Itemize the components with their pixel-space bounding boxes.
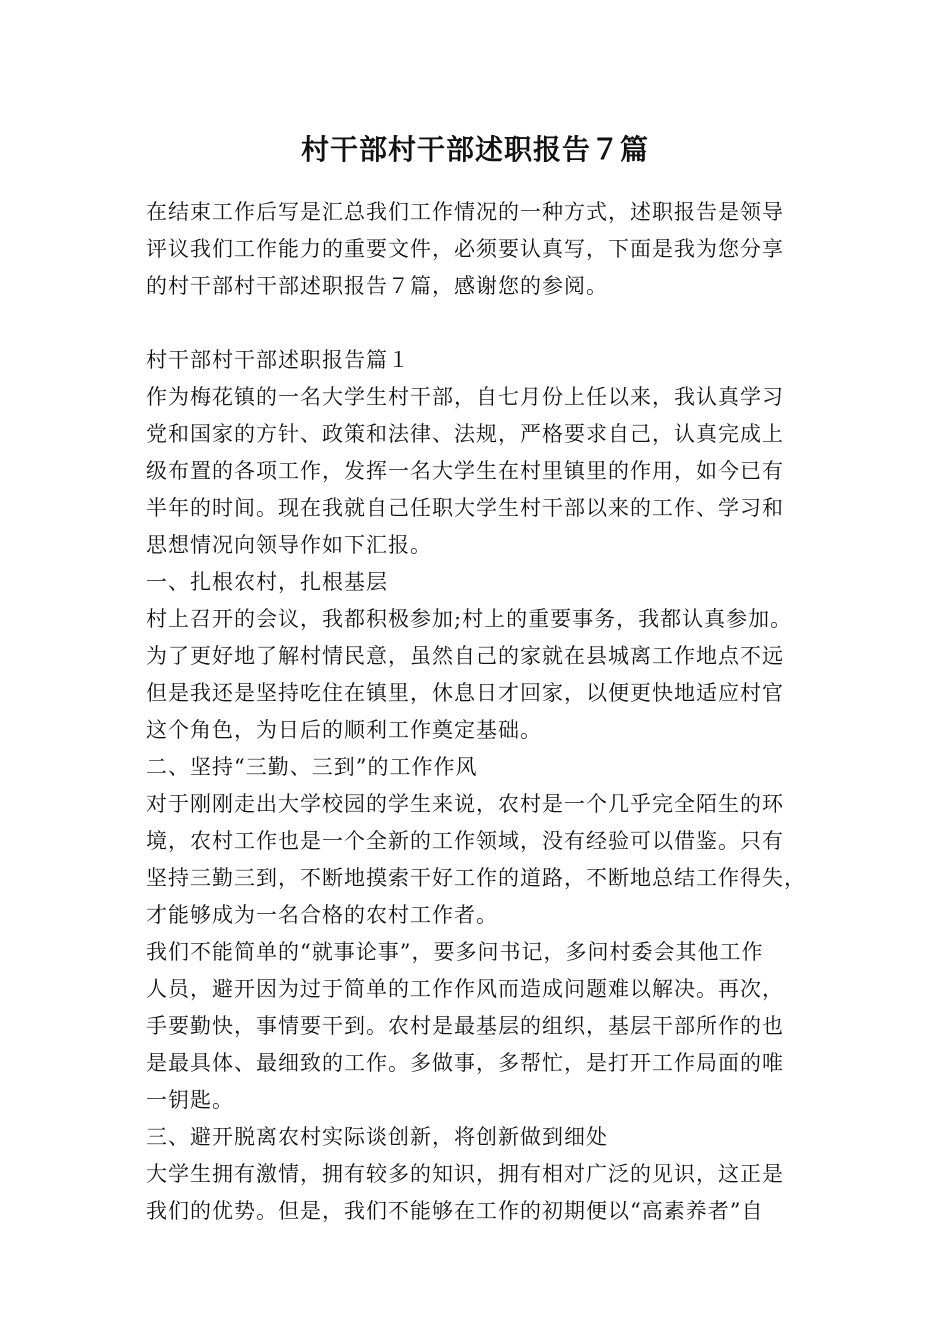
text-line: 村干部村干部述职报告篇１ xyxy=(146,348,410,372)
text-line: 一、扎根农村，扎根基层 xyxy=(146,570,388,594)
text-line: 级布置的各项工作，发挥一名大学生在村里镇里的作用，如今已有 xyxy=(146,459,784,483)
text-line: 大学生拥有激情，拥有较多的知识，拥有相对广泛的见识，这正是 xyxy=(146,1162,784,1186)
document-body xyxy=(146,194,826,1230)
text-line: 为了更好地了解村情民意，虽然自己的家就在县城离工作地点不远 xyxy=(146,644,784,668)
text-line: 境，农村工作也是一个全新的工作领域，没有经验可以借鉴。只有 xyxy=(146,829,784,853)
text-line: 党和国家的方针、政策和法律、法规，严格要求自己，认真完成上 xyxy=(146,422,784,446)
text-line: 是最具体、最细致的工作。多做事，多帮忙，是打开工作局面的唯 xyxy=(146,1051,784,1075)
text-line: 这个角色，为日后的顺利工作奠定基础。 xyxy=(146,718,542,742)
text-line: 三、避开脱离农村实际谈创新，将创新做到细处 xyxy=(146,1125,608,1149)
text-line: 才能够成为一名合格的农村工作者。 xyxy=(146,903,498,927)
text-line: 半年的时间。现在我就自己任职大学生村干部以来的工作、学习和 xyxy=(146,496,784,520)
text-line: 一钥匙。 xyxy=(146,1088,234,1112)
text-line: 的村干部村干部述职报告７篇，感谢您的参阅。 xyxy=(146,274,608,298)
text-line: 手要勤快，事情要干到。农村是最基层的组织，基层干部所作的也 xyxy=(146,1014,784,1038)
text-line: 我们不能简单的“就事论事”，要多问书记，多问村委会其他工作 xyxy=(146,940,764,964)
text-line: 但是我还是坚持吃住在镇里，休息日才回家，以便更快地适应村官 xyxy=(146,681,784,705)
text-line: 我们的优势。但是，我们不能够在工作的初期便以“高素养者”自 xyxy=(146,1199,764,1223)
text-line: 思想情况向领导作如下汇报。 xyxy=(146,533,432,557)
text-line: 评议我们工作能力的重要文件，必须要认真写，下面是我为您分享 xyxy=(146,237,784,261)
text-line: 二、坚持“三勤、三到”的工作作风 xyxy=(146,755,478,779)
text-line: 对于刚刚走出大学校园的学生来说，农村是一个几乎完全陌生的环 xyxy=(146,792,784,816)
text-line: 村上召开的会议，我都积极参加;村上的重要事务，我都认真参加。 xyxy=(146,607,793,631)
text-line: 在结束工作后写是汇总我们工作情况的一种方式，述职报告是领导 xyxy=(146,200,784,224)
text-line: 人员，避开因为过于简单的工作作风而造成问题难以解决。再次， xyxy=(146,977,784,1001)
document-title: 村干部村干部述职报告７篇 xyxy=(300,133,649,166)
text-line: 作为梅花镇的一名大学生村干部，自七月份上任以来，我认真学习 xyxy=(146,385,784,409)
blank-line xyxy=(146,305,826,342)
text-line: 坚持三勤三到，不断地摸索干好工作的道路，不断地总结工作得失， xyxy=(146,866,806,890)
